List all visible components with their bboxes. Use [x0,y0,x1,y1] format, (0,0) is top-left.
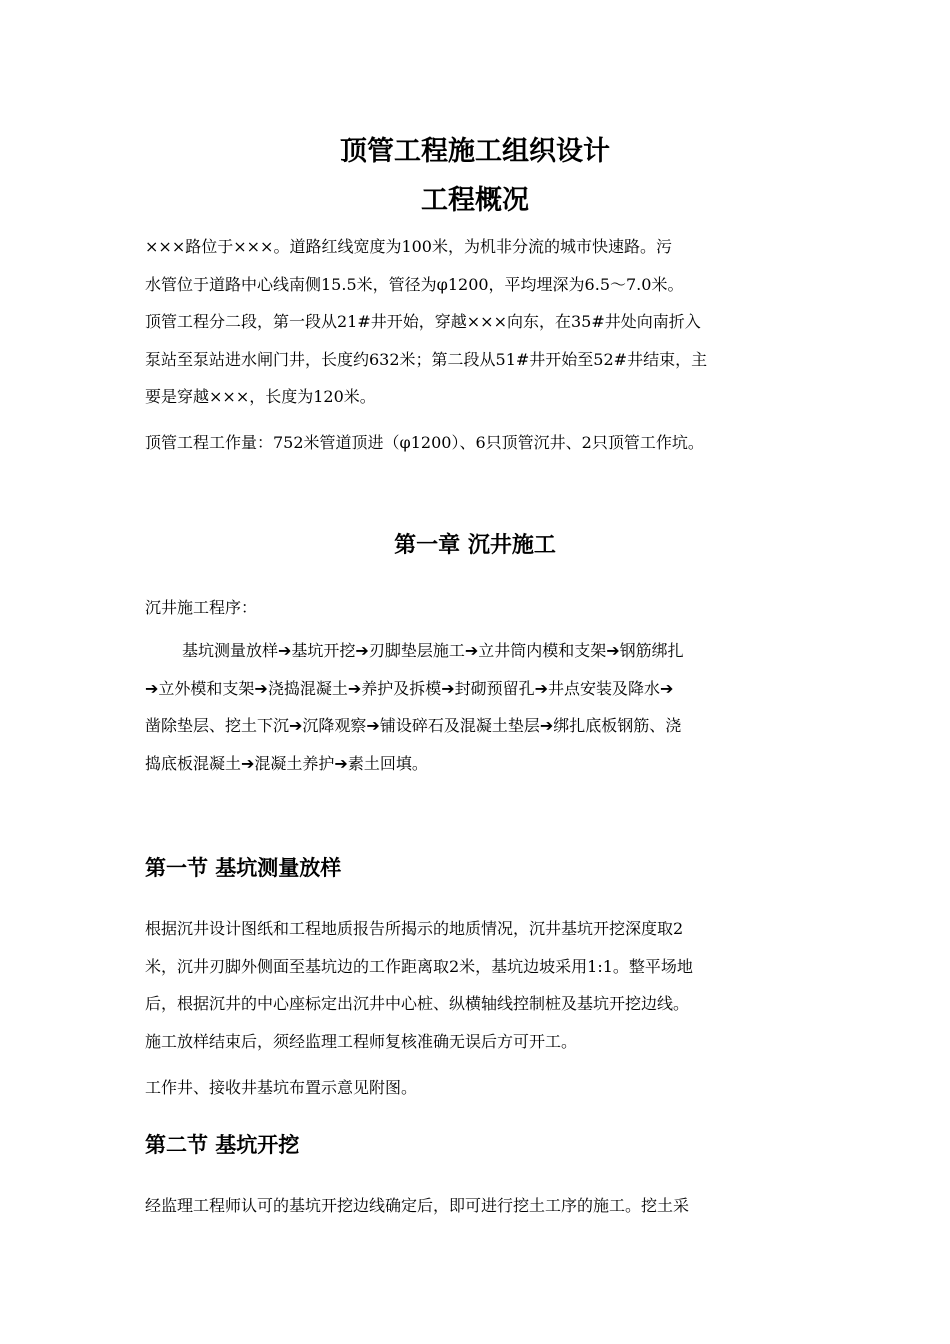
procedure-label-text: 沉井施工程序： [145,598,258,617]
section1-note-text: 工作井、接收井基坑布置示意见附图。 [145,1078,418,1097]
document-subtitle: 工程概况 [421,185,529,216]
overview-line-1: ×××路位于×××。道路红线宽度为100米，为机非分流的城市快速路。污 [145,237,672,256]
procedure-line-2: ➔立外模和支架➔浇捣混凝土➔养护及拆模➔封砌预留孔➔井点安装及降水➔ [145,678,674,698]
section1-title: 第一节 基坑测量放样 [145,856,342,880]
overview-line-5: 要是穿越×××，长度为120米。 [145,387,376,406]
workload-line: 顶管工程工作量：752米管道顶进（φ1200）、6只顶管沉井、2只顶管工作坑。 [145,433,704,452]
procedure-line-3: 凿除垫层、挖土下沉➔沉降观察➔铺设碎石及混凝土垫层➔绑扎底板钢筋、浇 [145,716,682,735]
overview-paragraph [145,228,815,416]
procedure-label [145,589,815,627]
workload-paragraph [145,424,825,462]
section1-line-1: 根据沉井设计图纸和工程地质报告所揭示的地质情况，沉井基坑开挖深度取2 [145,919,684,938]
section2-title: 第二节 基坑开挖 [145,1133,300,1157]
overview-line-4: 泵站至泵站进水闸门井，长度约632米；第二段从51#井开始至52#井结束，主 [145,349,708,369]
section1-note [145,1069,815,1107]
section1-line-4: 施工放样结束后，须经监理工程师复核准确无误后方可开工。 [145,1031,578,1051]
section2-line-1: 经监理工程师认可的基坑开挖边线确定后，即可进行挖土工序的施工。挖土采 [145,1196,690,1215]
procedure-line-4: 捣底板混凝土➔混凝土养护➔素土回填。 [145,753,428,773]
overview-line-3: 顶管工程分二段，第一段从21#井开始，穿越×××向东，在35#井处向南折入 [145,312,701,331]
procedure-paragraph [145,632,815,782]
section1-line-2: 米，沉井刃脚外侧面至基坑边的工作距离取2米，基坑边坡采用1:1。整平场地 [145,956,693,976]
document-title: 顶管工程施工组织设计 [340,136,610,167]
section2-paragraph [145,1187,815,1225]
overview-line-2: 水管位于道路中心线南侧15.5米，管径为φ1200，平均埋深为6.5～7.0米。 [145,274,684,294]
chapter-title: 第一章 沉井施工 [394,533,556,558]
section1-line-3: 后，根据沉井的中心座标定出沉井中心桩、纵横轴线控制桩及基坑开挖边线。 [145,994,690,1013]
section1-paragraph [145,910,815,1060]
procedure-line-1: 基坑测量放样➔基坑开挖➔刃脚垫层施工➔立井筒内模和支架➔钢筋绑扎 [182,641,684,660]
